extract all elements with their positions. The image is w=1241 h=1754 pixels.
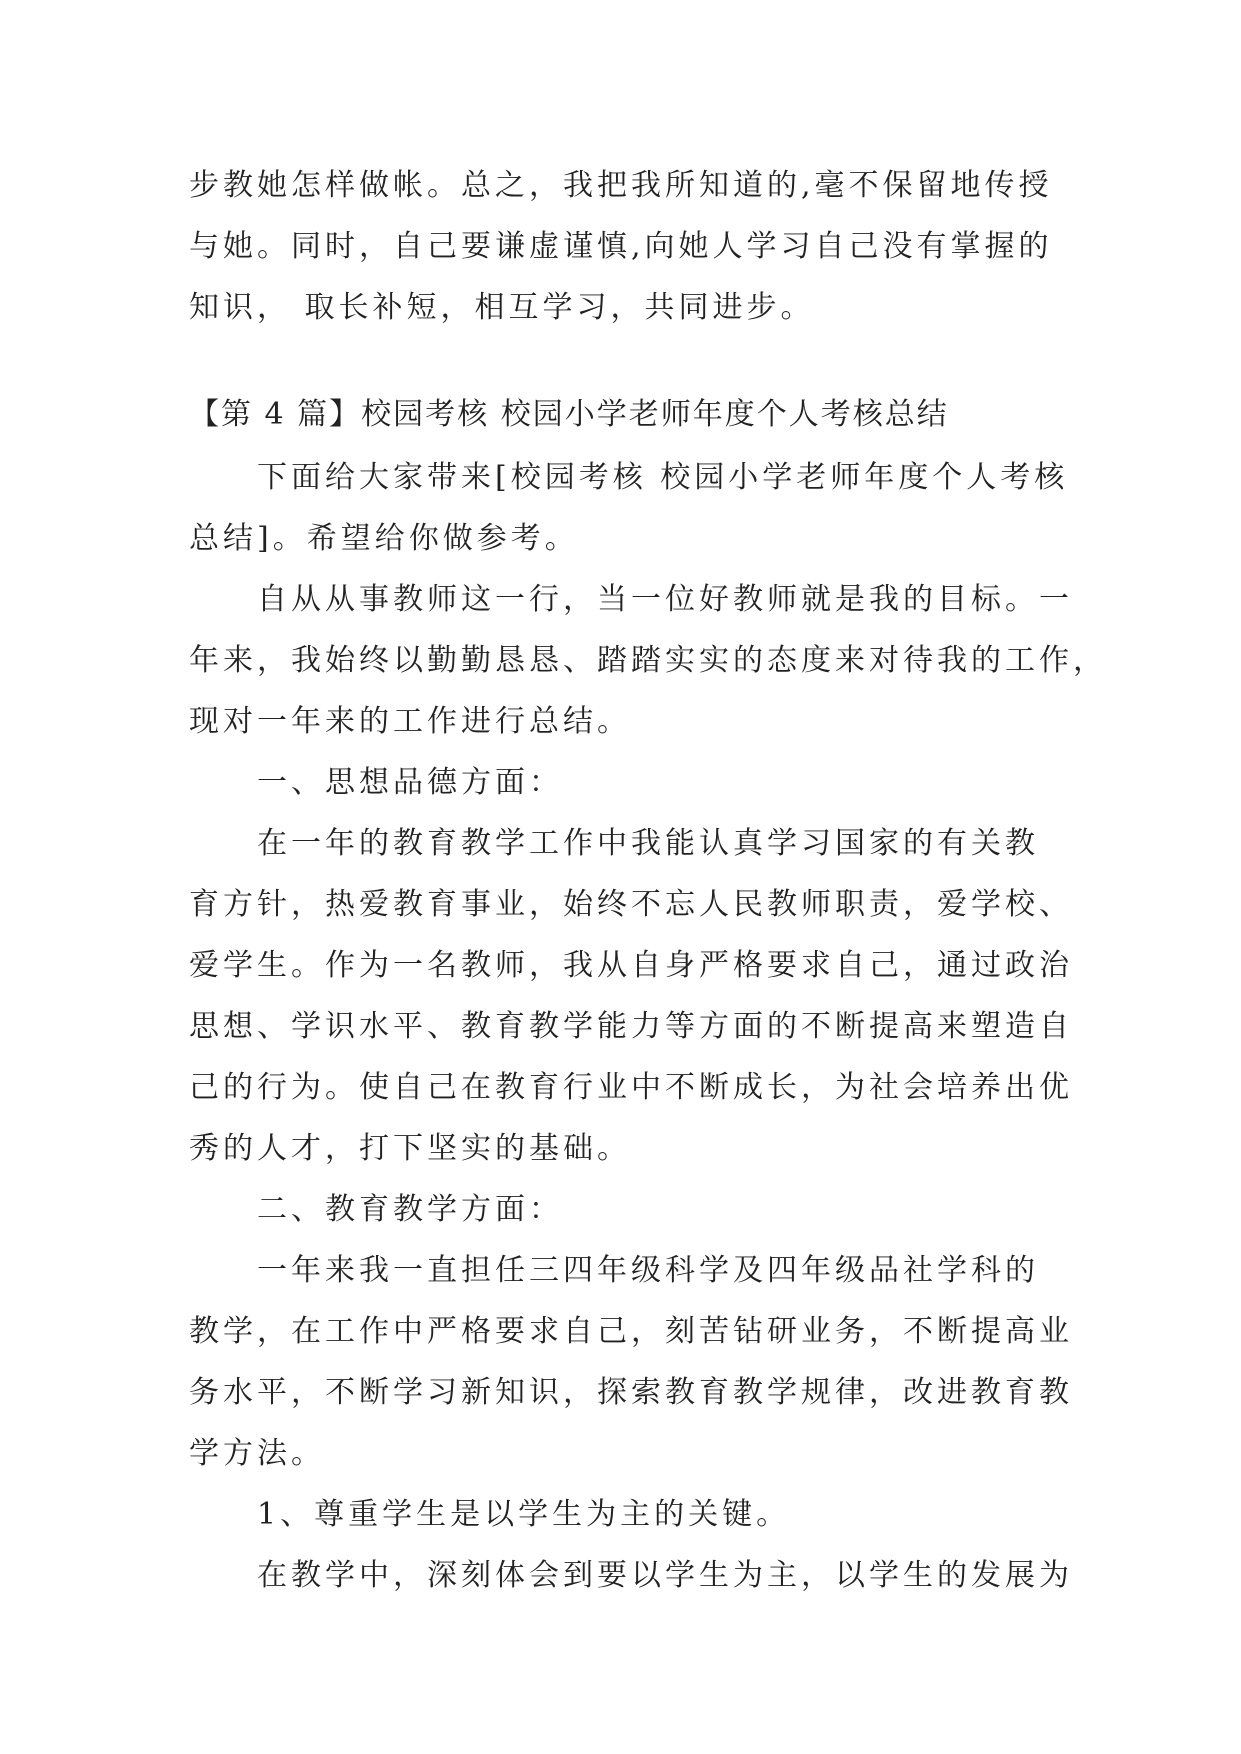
- section-heading: 二、教育教学方面：: [257, 1192, 563, 1227]
- section-heading: 一、思想品德方面：: [257, 765, 563, 800]
- paragraph-line: 总结]。希望给你做参考。: [189, 521, 579, 556]
- paragraph-line: 现对一年来的工作进行总结。: [189, 704, 631, 739]
- paragraph-line: 与她。同时，自己要谦虚谨慎,向她人学习自己没有掌握的: [189, 229, 1053, 264]
- paragraph-line: 知识， 取长补短，相互学习，共同进步。: [189, 290, 815, 325]
- paragraph-line: 思想、学识水平、教育教学能力等方面的不断提高来塑造自: [189, 1009, 1073, 1044]
- paragraph-line: 在教学中，深刻体会到要以学生为主，以学生的发展为: [257, 1558, 1073, 1593]
- document-text: [189, 155, 1107, 1606]
- paragraph-line: 教学，在工作中严格要求自己，刻苦钻研业务，不断提高业: [189, 1314, 1073, 1349]
- paragraph-line: 务水平，不断学习新知识，探索教育教学规律，改进教育教: [189, 1375, 1073, 1410]
- subsection-heading: 1、尊重学生是以学生为主的关键。: [257, 1497, 791, 1532]
- section-title: 【第 4 篇】校园考核 校园小学老师年度个人考核总结: [189, 397, 949, 432]
- paragraph-line: 年来，我始终以勤勤恳恳、踏踏实实的态度来对待我的工作，: [189, 643, 1107, 678]
- paragraph-gap: [189, 338, 1051, 383]
- paragraph-line: 爱学生。作为一名教师，我从自身严格要求自己，通过政治: [189, 948, 1073, 983]
- paragraph-line: 己的行为。使自己在教育行业中不断成长，为社会培养出优: [189, 1070, 1073, 1105]
- paragraph-line: 秀的人才，打下坚实的基础。: [189, 1131, 631, 1166]
- paragraph-line: 学方法。: [189, 1436, 325, 1471]
- paragraph-line: 育方针，热爱教育事业，始终不忘人民教师职责，爱学校、: [189, 887, 1073, 922]
- paragraph-line: 一年来我一直担任三四年级科学及四年级品社学科的: [257, 1253, 1039, 1288]
- paragraph-line: 步教她怎样做帐。总之，我把我所知道的,毫不保留地传授: [189, 168, 1053, 203]
- paragraph-line: 在一年的教育教学工作中我能认真学习国家的有关教: [257, 826, 1039, 861]
- paragraph-line: 下面给大家带来[校园考核 校园小学老师年度个人考核: [257, 460, 1069, 495]
- paragraph-line: 自从从事教师这一行，当一位好教师就是我的目标。一: [257, 582, 1073, 617]
